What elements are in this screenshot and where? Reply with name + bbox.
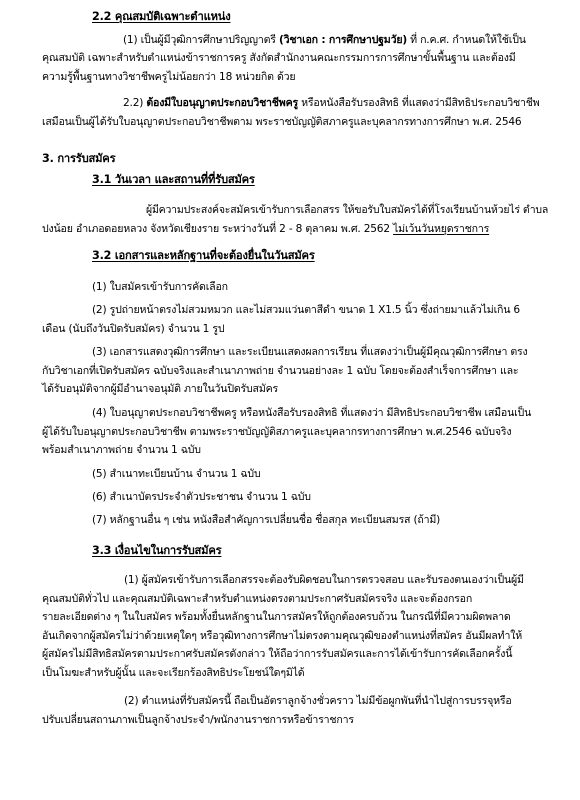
- section-2-2-heading: 2.2 คุณสมบัติเฉพาะตำแหน่ง: [92, 10, 231, 23]
- s31-no-holiday: ไม่เว้นวันหยุดราชการ: [393, 223, 490, 235]
- s32-item-4-line1: (4) ใบอนุญาตประกอบวิชาชีพครู หรือหนังสือรับรองสิทธิ ที่แสดงว่า มีสิทธิประกอบวิชาชีพ เสมือนเป็น: [92, 407, 532, 419]
- section-3-1-heading: 3.1 วันเวลา และสถานที่ที่รับสมัคร: [92, 173, 255, 186]
- s22-p1-major: (วิชาเอก : การศึกษาปฐมวัย): [278, 34, 407, 46]
- s33-p1-line1: (1) ผู้สมัครเข้ารับการเลือกสรรจะต้องรับผิดชอบในการตรวจสอบ และรับรองตนเองว่าเป็นผู้มี: [124, 574, 524, 586]
- s32-item-2-line1: (2) รูปถ่ายหน้าตรงไม่สวมหมวก และไม่สวมแว่นตาสีดำ ขนาด 1 X1.5 นิ้ว ซึ่งถ่ายมาแล้วไม่เกิน 6: [92, 304, 520, 316]
- s31-line2: [42, 222, 489, 236]
- s32-item-4-line2: ผู้ได้รับใบอนุญาตประกอบวิชาชีพ ตามพระราชบัญญัติสภาครูและบุคลากรทางการศึกษา พ.ศ.2546 ฉบับจริง: [42, 426, 512, 438]
- s32-item-3-line2: กับวิชาเอกที่เปิดรับสมัคร ฉบับจริงและสำเนาภาพถ่าย จำนวนอย่างละ 1 ฉบับ โดยจะต้องสำเร็จการศึกษา และ: [42, 365, 519, 377]
- s32-item-3-line1: (3) เอกสารแสดงวุฒิการศึกษา และระเบียนแสดงผลการเรียน ที่แสดงว่าเป็นผู้มีคุณวุฒิการศึกษา ตรง: [92, 346, 528, 358]
- s22-p2-line2: เสมือนเป็นผู้ได้รับใบอนุญาตประกอบวิชาชีพตาม พระราชบัญญัติสภาครูและบุคลากรทางการศึกษา พ.ศ. 2546: [42, 116, 522, 128]
- s33-p1-line5: ผู้สมัครไม่มีสิทธิสมัครตามประกาศรับสมัครดังกล่าว ให้ถือว่าการรับสมัครและการได้เข้ารับการคัดเลือกครั้งนี้: [42, 648, 513, 660]
- s22-p2-l1a: 2.2): [123, 97, 147, 109]
- s33-p1-line3: รายละเอียดต่าง ๆ ในใบสมัคร พร้อมทั้งยื่นหลักฐานในการสมัครให้ถูกต้องครบถ้วน ในกรณีที่มีความผิดพลาด: [42, 611, 511, 623]
- s22-p1-line1: [123, 33, 526, 47]
- section-3-2-heading: 3.2 เอกสารและหลักฐานที่จะต้องยื่นในวันสมัคร: [92, 249, 315, 262]
- s32-item-6: (6) สำเนาบัตรประจำตัวประชาชน จำนวน 1 ฉบับ: [92, 491, 311, 503]
- section-3-heading: 3. การรับสมัคร: [42, 152, 116, 165]
- s22-p2-line1: [123, 96, 540, 110]
- s33-p1-line4: อันเกิดจากผู้สมัครไม่ว่าด้วยเหตุใดๆ หรือวุฒิทางการศึกษาไม่ตรงตามคุณวุฒิของตำแหน่งที่สมัคร อันมีผลทำให้: [42, 630, 523, 642]
- s32-item-7: (7) หลักฐานอื่น ๆ เช่น หนังสือสำคัญการเปลี่ยนชื่อ ชื่อสกุล ทะเบียนสมรส (ถ้ามี): [92, 514, 441, 526]
- s32-item-3-line3: ได้รับอนุมัติจากผู้มีอำนาจอนุมัติ ภายในวันปิดรับสมัคร: [42, 383, 278, 395]
- s22-p1-line2: คุณสมบัติ เฉพาะสำหรับตำแหน่งข้าราชการครู สังกัดสำนักงานคณะกรรมการการศึกษาขั้นพื้นฐาน และต้องมี: [42, 52, 516, 64]
- s33-p2-line2: ปรับเปลี่ยนสถานภาพเป็นลูกจ้างประจำ/พนักงานราชการหรือข้าราชการ: [42, 714, 354, 726]
- s33-p1-line6: เป็นโมฆะสำหรับผู้นั้น และจะเรียกร้องสิทธิประโยชน์ใดๆมิได้: [42, 667, 305, 679]
- s32-item-2-line2: เดือน (นับถึงวันปิดรับสมัคร) จำนวน 1 รูป: [42, 323, 225, 335]
- s32-item-4-line3: พร้อมสำเนาภาพถ่าย จำนวน 1 ฉบับ: [42, 444, 201, 456]
- s33-p2-line1: (2) ตำแหน่งที่รับสมัครนี้ ถือเป็นอัตราลูกจ้างชั่วคราว ไม่มีข้อผูกพันที่นำไปสู่การบรรจุหรือ: [124, 695, 512, 707]
- s31-l2a: ปงน้อย อำเภอดอยหลวง จังหวัดเชียงราย ระหว่างวันที่ 2 - 8 ตุลาคม พ.ศ. 2562: [42, 223, 394, 235]
- s22-p2-l1c: หรือหนังสือรับรองสิทธิ ที่แสดงว่ามีสิทธิประกอบวิชาชีพ: [297, 97, 540, 109]
- s22-p2-license: ต้องมีใบอนุญาตประกอบวิชาชีพครู: [146, 97, 298, 109]
- s32-item-1: (1) ใบสมัครเข้ารับการคัดเลือก: [92, 281, 228, 293]
- s22-p1-l1a: (1) เป็นผู้มีวุฒิการศึกษาปริญญาตรี: [123, 34, 279, 46]
- s32-item-5: (5) สำเนาทะเบียนบ้าน จำนวน 1 ฉบับ: [92, 468, 261, 480]
- s33-p1-line2: คุณสมบัติทั่วไป และคุณสมบัติเฉพาะสำหรับตำแหน่งตรงตามประกาศรับสมัครจริง และจะต้องกรอก: [42, 593, 473, 605]
- s22-p1-line3: ความรู้พื้นฐานทางวิชาชีพครูไม่น้อยกว่า 18 หน่วยกิต ด้วย: [42, 71, 296, 83]
- s22-p1-l1c: ที่ ก.ค.ศ. กำหนดให้ใช้เป็น: [406, 34, 526, 46]
- section-3-3-heading: 3.3 เงื่อนไขในการรับสมัคร: [92, 544, 222, 557]
- s31-line1: ผู้มีความประสงค์จะสมัครเข้ารับการเลือกสรร ให้ขอรับใบสมัครได้ที่โรงเรียนบ้านห้วยไร่ ตำบล: [146, 204, 549, 216]
